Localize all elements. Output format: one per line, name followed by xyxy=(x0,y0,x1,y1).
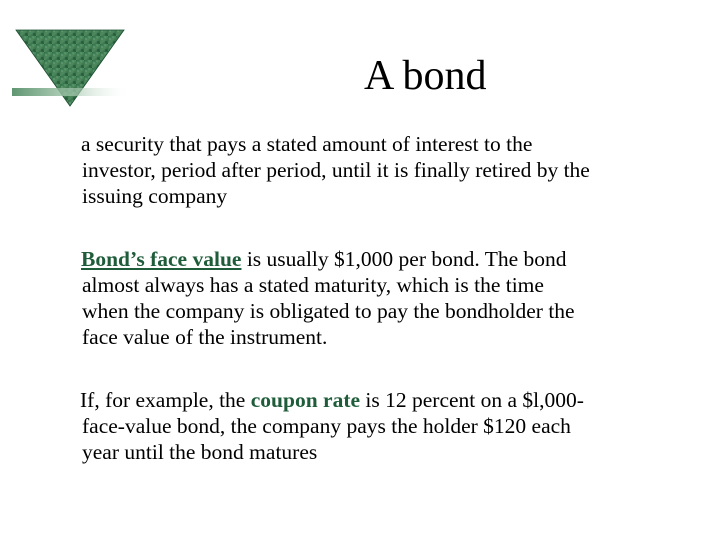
paragraph-line: almost always has a stated maturity, which is the time xyxy=(82,273,544,297)
paragraph-line: investor, period after period, until it is finally retired by the xyxy=(82,158,590,182)
lead-underline xyxy=(57,246,81,272)
paragraph-text: If, for example, the xyxy=(80,388,251,412)
paragraph-line: when the company is obligated to pay the bondholder the xyxy=(82,299,575,323)
paragraph-coupon-rate xyxy=(0,387,680,465)
paragraph-line xyxy=(0,246,680,272)
slide-title: A bond xyxy=(364,53,487,99)
paragraph-text: is usually $1,000 per bond. The bond xyxy=(241,247,567,271)
paragraph-line: face value of the instrument. xyxy=(82,325,328,349)
paragraph-line: issuing company xyxy=(82,184,228,208)
paragraph-line: a security that pays a stated amount of interest to the xyxy=(81,132,533,156)
paragraph-line xyxy=(0,387,680,413)
term-coupon-rate: coupon rate xyxy=(250,388,361,412)
paragraph-definition xyxy=(0,131,680,209)
term-face-value: Bond’s face value xyxy=(81,247,242,271)
paragraph-text: is 12 percent on a $l,000- xyxy=(360,388,584,412)
paragraph-line: face-value bond, the company pays the holder $120 each xyxy=(82,414,571,438)
paragraph-face-value xyxy=(0,246,680,350)
triangle-logo-icon xyxy=(12,28,132,110)
paragraph-line: year until the bond matures xyxy=(82,440,318,464)
